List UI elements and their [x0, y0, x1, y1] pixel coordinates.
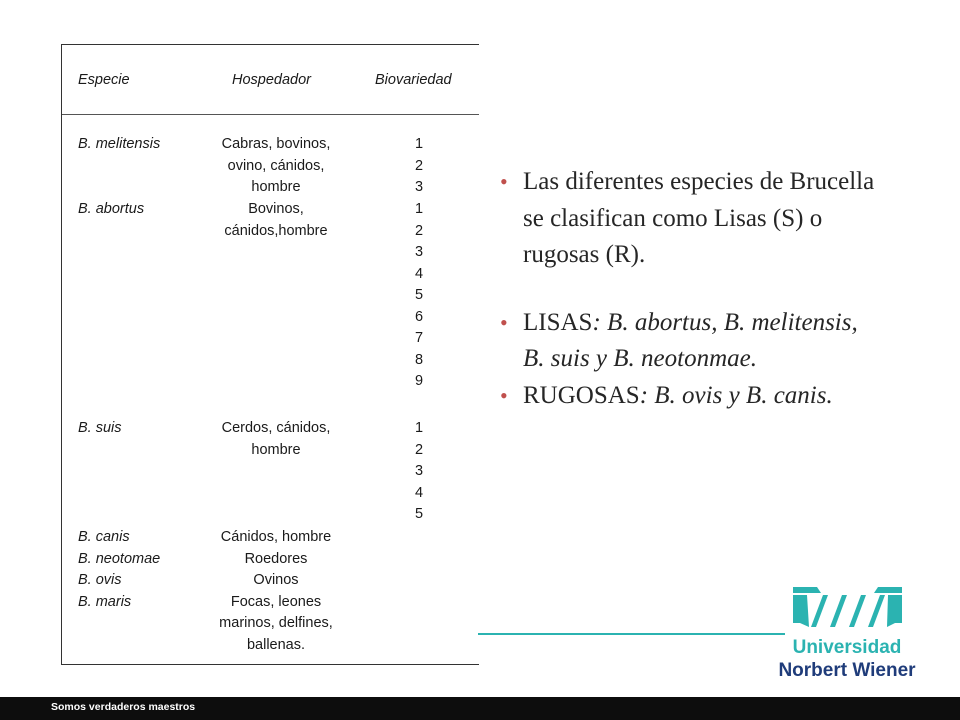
bullet-item — [500, 378, 880, 415]
bullet-dot-icon: • — [500, 309, 508, 335]
host-cell: Cabras, bovinos, ovino, cánidos, hombre — [221, 136, 331, 195]
bullet-label: LISAS — [523, 308, 593, 336]
species-cell: B. abortus — [78, 201, 145, 217]
bullet-dot-icon: • — [500, 382, 508, 408]
host-cell: Cerdos, cánidos, hombre — [221, 420, 331, 458]
bullet-list — [500, 164, 880, 414]
header-divider — [62, 114, 479, 115]
bullet-dot-icon: • — [500, 169, 508, 194]
species-cell: B. melitensis — [78, 136, 161, 152]
species-cell: B. suis — [78, 420, 122, 436]
bullet-item — [500, 164, 880, 274]
host-cell: Cánidos, hombre Roedores Ovinos Focas, leones marinos, delfines, ballenas. — [219, 529, 333, 653]
university-name-line2: Norbert Wiener — [778, 660, 916, 681]
bullet-text: : B. ovis y B. canis. — [639, 381, 833, 409]
brand-divider — [478, 633, 785, 635]
bullet-text: Las diferentes especies de Brucella se clasifican como Lisas (S) o rugosas (R). — [523, 168, 875, 268]
bullet-item — [500, 305, 880, 378]
footer-tagline: Somos verdaderos maestros — [51, 701, 196, 713]
university-book-logo-icon — [793, 587, 903, 633]
university-name-line1: Universidad — [792, 637, 902, 658]
header-host: Hospedador — [232, 72, 311, 88]
header-biovar: Biovariedad — [375, 72, 452, 88]
bullet-text: : B. abortus, B. melitensis, B. suis y B. neotonmae. — [523, 308, 858, 372]
biovar-cell: 1 2 3 4 5 6 7 8 9 — [414, 201, 424, 389]
footer-bar — [0, 697, 960, 720]
host-cell: Bovinos, cánidos,hombre — [224, 201, 328, 239]
header-species: Especie — [78, 72, 130, 88]
bullet-label: RUGOSAS — [523, 381, 640, 409]
biovar-cell: 1 2 3 — [414, 136, 424, 195]
brucella-species-table — [61, 44, 479, 665]
biovar-cell: 1 2 3 4 5 — [414, 420, 424, 522]
species-cell: B. canis B. neotomae B. ovis B. maris — [78, 529, 161, 610]
